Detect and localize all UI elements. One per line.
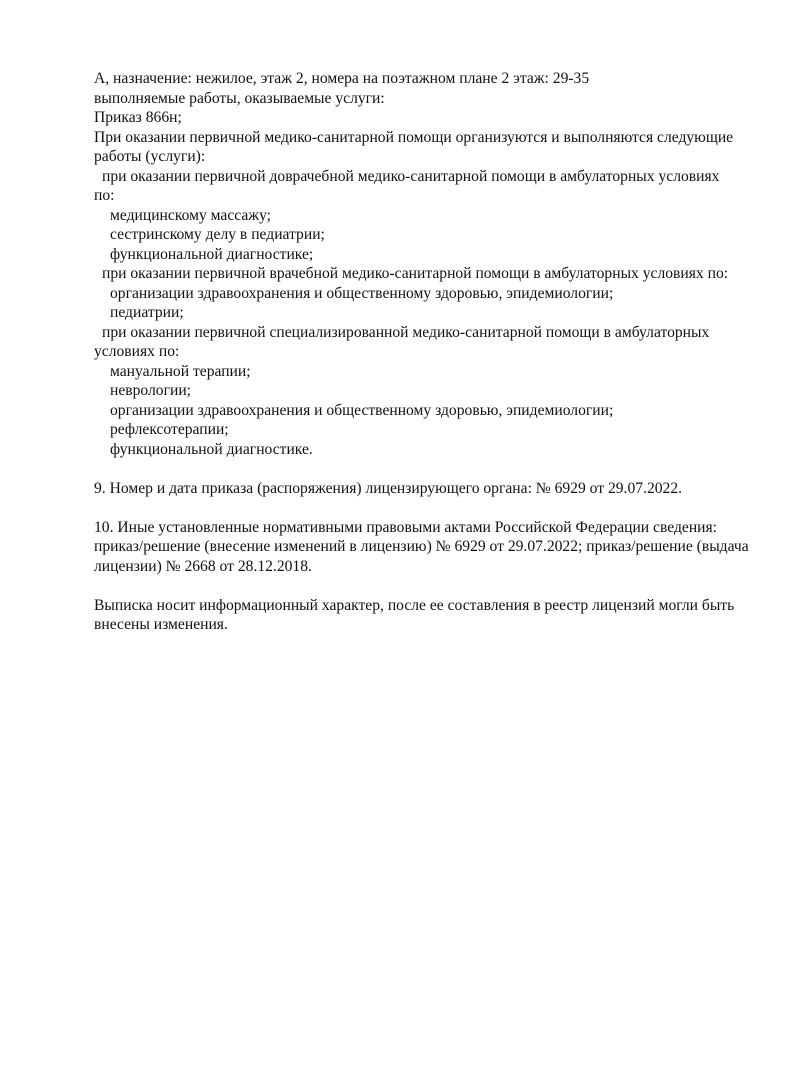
works-heading: выполняемые работы, оказываемые услуги:: [94, 89, 385, 107]
service-item: неврологии;: [110, 382, 192, 399]
section-10-line-2: приказ/решение (внесение изменений в лицензию) № 6929 от 29.07.2022; приказ/решение (выдача: [94, 538, 749, 555]
section-10-line-1: 10. Иные установленные нормативными правовыми актами Российской Федерации сведения:: [94, 518, 718, 536]
works-intro-line-1: При оказании первичной медико-санитарной помощи организуются и выполняются следующие: [94, 128, 734, 146]
service-item: функциональной диагностике.: [110, 440, 313, 458]
paragraph-gap: [94, 459, 764, 479]
disclaimer-line-1: Выписка носит информационный характер, после ее составления в реестр лицензий могли быть: [94, 596, 735, 614]
section-9-order-number: 9. Номер и дата приказа (распоряжения) лицензирующего органа: № 6929 от 29.07.2022.: [94, 479, 683, 497]
section-10-line-3: лицензии) № 2668 от 28.12.2018.: [94, 557, 312, 575]
order-reference: Приказ 866н;: [94, 109, 182, 126]
paragraph-gap: [94, 576, 764, 596]
disclaimer-line-2: внесены изменения.: [94, 616, 228, 633]
paragraph-gap: [94, 498, 764, 518]
service-item: педиатрии;: [110, 304, 184, 321]
works-intro-line-2: работы (услуги):: [94, 148, 206, 165]
service-item: организации здравоохранения и общественному здоровью, эпидемиологии;: [110, 401, 614, 419]
service-item: функциональной диагностике;: [110, 245, 314, 263]
specialized-care-heading-2: условиях по:: [94, 343, 180, 360]
service-item: организации здравоохранения и общественному здоровью, эпидемиологии;: [110, 284, 614, 302]
document-body: [94, 69, 764, 635]
physician-care-heading: при оказании первичной врачебной медико-санитарной помощи в амбулаторных условиях по:: [102, 265, 729, 282]
prehospital-care-heading-1: при оказании первичной доврачебной медико-санитарной помощи в амбулаторных условиях: [102, 167, 720, 185]
service-item: медицинскому массажу;: [110, 206, 272, 224]
service-item: сестринскому делу в педиатрии;: [110, 226, 325, 243]
service-item: мануальной терапии;: [110, 362, 251, 380]
specialized-care-heading-1: при оказании первичной специализированной медико-санитарной помощи в амбулаторных: [102, 323, 710, 341]
premises-line: А, назначение: нежилое, этаж 2, номера на поэтажном плане 2 этаж: 29-35: [94, 70, 590, 87]
service-item: рефлексотерапии;: [110, 421, 229, 438]
prehospital-care-heading-2: по:: [94, 187, 115, 204]
